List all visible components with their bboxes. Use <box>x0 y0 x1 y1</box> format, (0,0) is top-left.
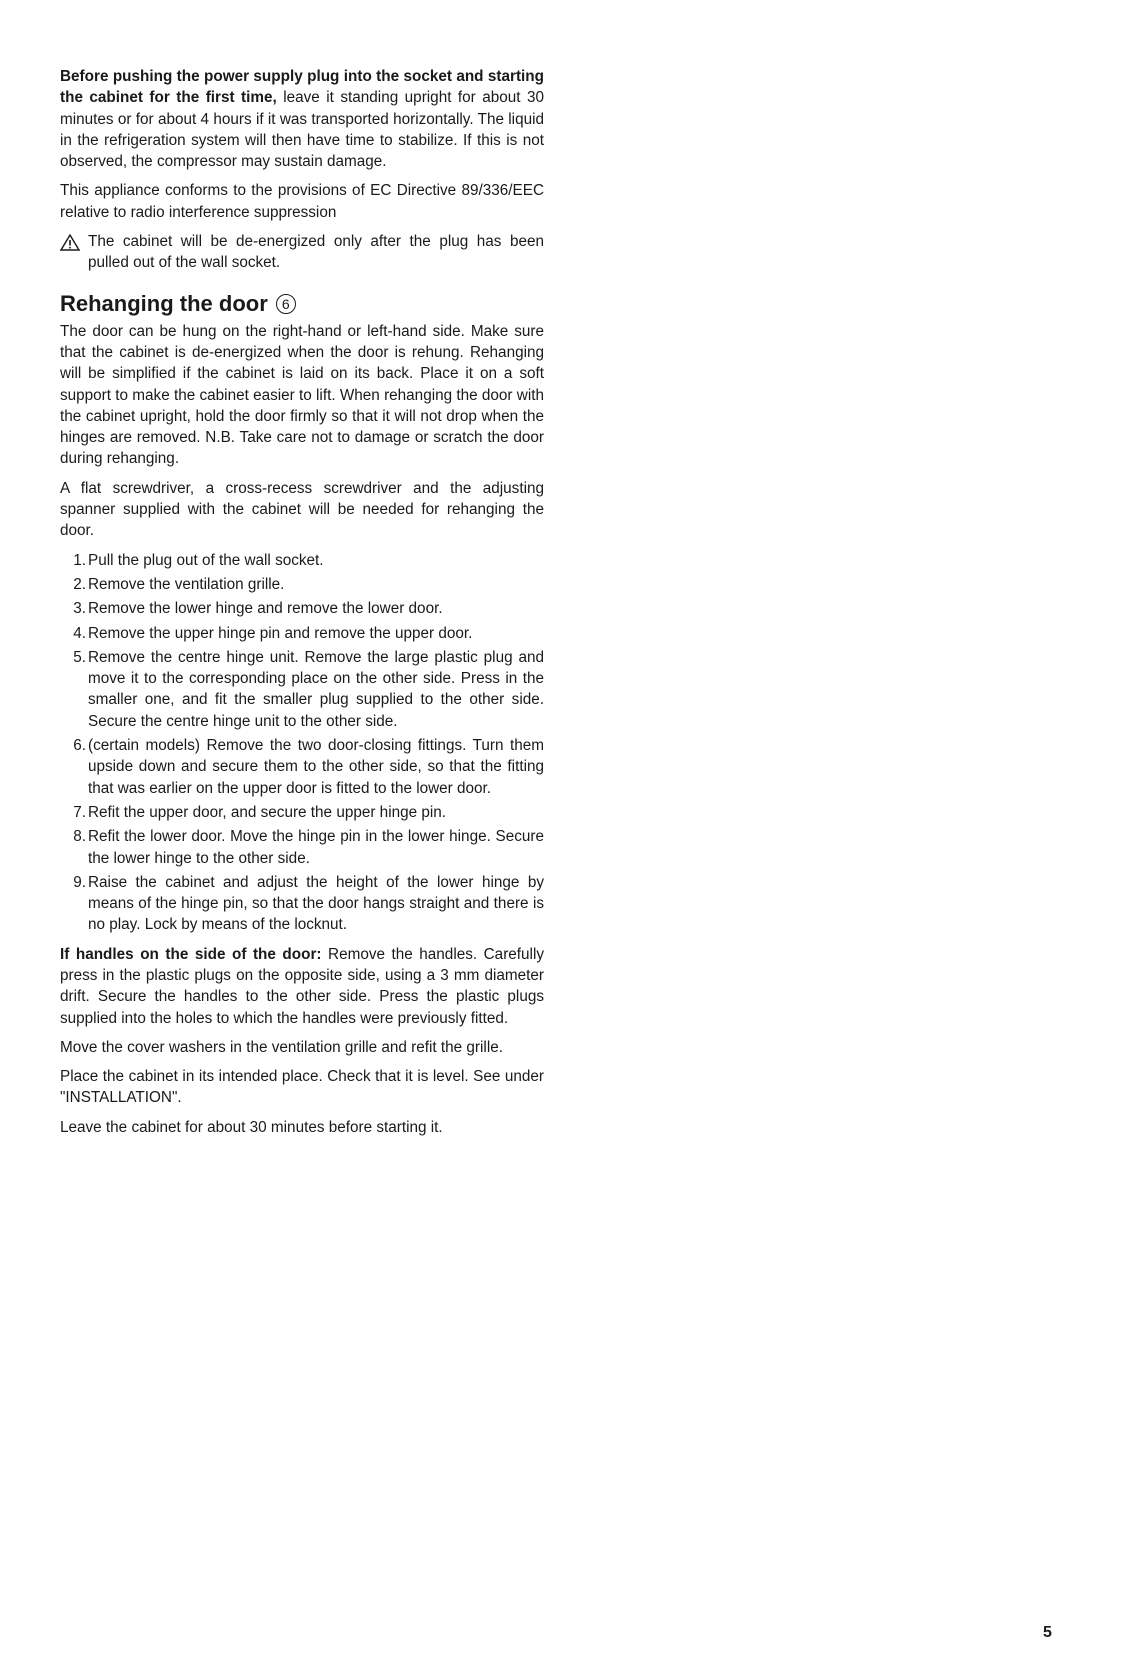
intro-paragraph <box>60 66 544 172</box>
intro-text: leave it standing upright for about 30 minutes or for about 4 hours if it was transported horizontally. The liquid in the refrigeration system will then have time to stabilize. If this is not observed, the compressor may sustain damage. <box>60 89 544 171</box>
handles-text: Remove the handles. Carefully press in the plastic plugs on the opposite side, using a 3 mm diameter drift. Secure the handles to the other side. Press the plastic plugs supplied into the holes to which the handles were previously fitted. <box>60 945 544 1027</box>
section-heading <box>60 290 544 318</box>
step-text: Remove the centre hinge unit. Remove the large plastic plug and move it to the corresponding place on the other side. Press in the smaller one, and fit the smaller plug supplied to the other side. Secure the centre hinge unit to the other side. <box>88 648 544 730</box>
handles-bold-text: If handles on the side of the door: <box>60 945 322 963</box>
section-title: Rehanging the door <box>60 290 268 316</box>
list-item <box>60 872 544 936</box>
section-paragraph-2: A flat screwdriver, a cross-recess screwdriver and the adjusting spanner supplied with the cabinet will be needed for rehanging the door. <box>60 479 544 540</box>
wait-paragraph: Leave the cabinet for about 30 minutes before starting it. <box>60 1118 443 1136</box>
cover-washers-paragraph: Move the cover washers in the ventilation grille and refit the grille. <box>60 1038 503 1056</box>
page-number: 5 <box>1043 1624 1052 1641</box>
steps-list <box>60 550 544 936</box>
step-number: 3. <box>73 600 86 618</box>
step-number: 2. <box>73 575 86 593</box>
main-column <box>60 66 544 1146</box>
step-text: Raise the cabinet and adjust the height of the lower hinge by means of the hinge pin, so that the door hangs straight and there is no play. Lock by means of the locknut. <box>88 873 544 934</box>
figure-reference: 6 <box>276 294 296 314</box>
step-number: 1. <box>73 551 86 569</box>
section-paragraph-1: The door can be hung on the right-hand or left-hand side. Make sure that the cabinet is de-energized when the door is rehung. Rehanging will be simplified if the cabinet is laid on its back. Place it on a soft support to make the cabinet easier to lift. When rehanging the door with the cabinet upright, hold the door firmly so that it will not drop when the hinges are removed. N.B. Take care not to damage or scratch the door during rehanging. <box>60 322 544 468</box>
step-text: Pull the plug out of the wall socket. <box>88 551 324 569</box>
step-number: 8. <box>73 828 86 846</box>
step-number: 4. <box>73 624 86 642</box>
placement-paragraph: Place the cabinet in its intended place. Check that it is level. See under "INSTALLATION". <box>60 1068 544 1107</box>
step-text: Refit the upper door, and secure the upper hinge pin. <box>88 803 447 821</box>
step-text: Remove the ventilation grille. <box>88 575 285 593</box>
warning-note <box>60 231 544 274</box>
list-item <box>60 735 544 799</box>
step-text: Remove the lower hinge and remove the lower door. <box>88 600 443 618</box>
handles-paragraph <box>60 944 544 1029</box>
step-text: Refit the lower door. Move the hinge pin in the lower hinge. Secure the lower hinge to the other side. <box>88 828 544 867</box>
step-number: 7. <box>73 803 86 821</box>
list-item <box>60 623 544 644</box>
list-item <box>60 598 544 619</box>
list-item <box>60 647 544 732</box>
list-item <box>60 826 544 869</box>
warning-text: The cabinet will be de-energized only after the plug has been pulled out of the wall socket. <box>88 233 544 272</box>
intro-bold-text: Before pushing the power supply plug into the socket and starting the cabinet for the first time, <box>60 68 544 107</box>
step-number: 6. <box>73 737 86 755</box>
list-item <box>60 802 544 823</box>
warning-triangle-icon <box>60 231 88 274</box>
list-item <box>60 550 544 571</box>
step-number: 5. <box>73 648 86 666</box>
directive-paragraph: This appliance conforms to the provisions of EC Directive 89/336/EEC relative to radio interference suppression <box>60 182 544 221</box>
list-item <box>60 574 544 595</box>
step-number: 9. <box>73 873 86 891</box>
step-text: Remove the upper hinge pin and remove the upper door. <box>88 624 473 642</box>
step-text: (certain models) Remove the two door-closing fittings. Turn them upside down and secure them to the other side, so that the fitting that was earlier on the upper door is fitted to the lower door. <box>88 737 544 797</box>
